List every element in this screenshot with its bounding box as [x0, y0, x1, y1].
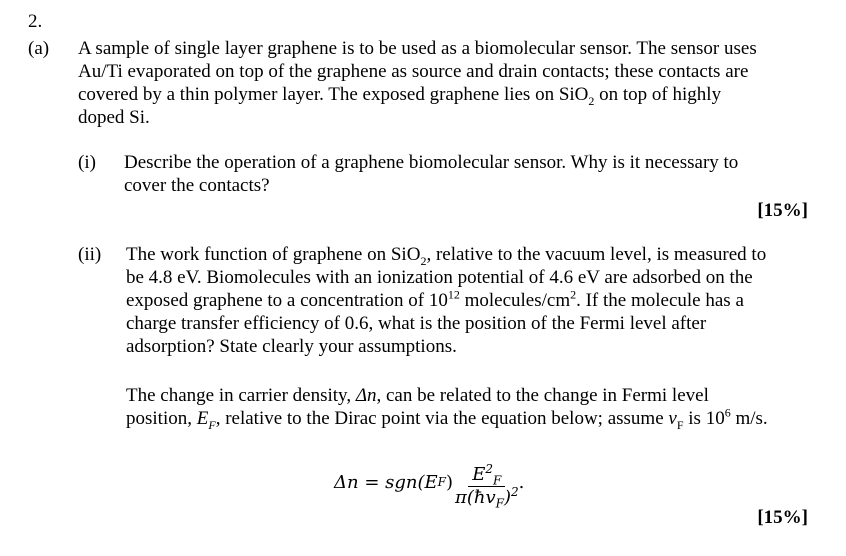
intro-line-2: Au/Ti evaporated on top of the graphene as source and drain contacts; these contacts are — [78, 61, 749, 82]
intro-line-3: covered by a thin polymer layer. The exposed graphene lies on SiO$_2$ on top of highly — [78, 84, 722, 108]
equation-fraction: $\frac{E^2_F}{\pi(ħv_F)^2}$ — [455, 461, 519, 511]
question-number: 2. — [28, 11, 43, 32]
subpart-ii-label: (ii) — [78, 244, 102, 265]
intro-line-1: A sample of single layer graphene is to be used as a biomolecular sensor. The sensor uses — [78, 38, 757, 59]
subpart-i-text: Describe the operation of a graphene biomolecular sensor. Why is it necessary to cover the contacts? — [124, 152, 739, 196]
part-intro — [78, 37, 808, 129]
fermi-equation: Δn = sgn(E F ) $\frac{E^2_F}{\pi(ħv_F)^2}$ . — [334, 461, 525, 511]
intro-line-4: doped Si. — [78, 107, 150, 128]
equation-intro: The change in carrier density, Δn, can be related to the change in Fermi level position, $E_F$, relative to the Dirac point via the equation below; assume $v_F$ is $10^6$ m/s. — [126, 385, 768, 432]
subpart-i-label: (i) — [78, 152, 96, 173]
subpart-ii-text: The work function of graphene on SiO$_2$, relative to the vacuum level, is measured to be 4.8 eV. Biomolecules with an ionization potential of 4.6 eV are adsorbed on the exposed graphene to a concentration of $10^{12}$ molecules/$cm^2$. If the molecule has a charge transfer efficiency of 0.6, what is the position of the Fermi level after adsorption? State clearly your assumptions. — [126, 244, 767, 357]
subpart-i-mark: [15%] — [757, 200, 808, 221]
subpart-ii-mark: [15%] — [757, 507, 808, 528]
part-label: (a) — [28, 38, 50, 59]
